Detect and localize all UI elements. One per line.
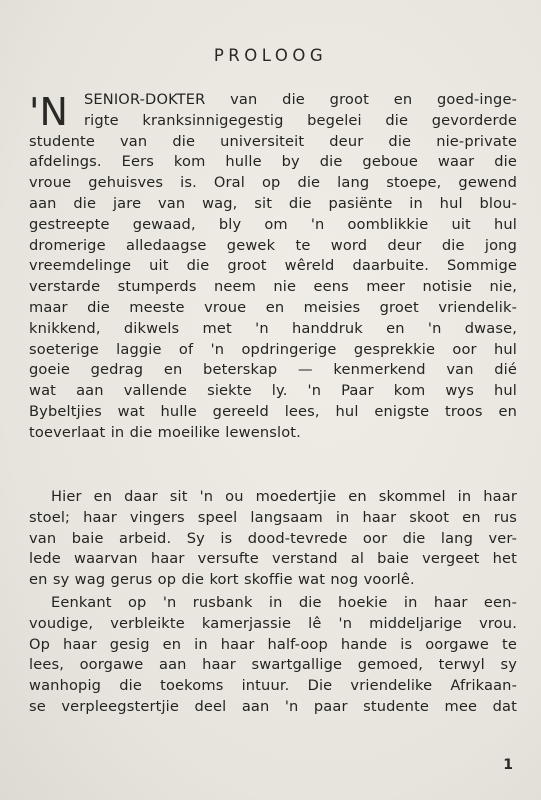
text-line: stoel; haar vingers speel langsaam in haar skoot en rus <box>29 508 517 526</box>
text-line: soeterige laggie of 'n opdringerige gesprekkie oor hul <box>29 340 517 358</box>
text-line: goeie gedrag en beterskap — kenmerkend van dié <box>29 361 517 379</box>
text-line: toeverlaat in die moeilike lewenslot. <box>29 423 301 441</box>
text-line: verstarde stumperds neem nie eens meer notisie nie, <box>29 278 517 296</box>
drop-cap: 'N <box>29 90 68 134</box>
text-line: dromerige alledaagse gewek te word deur die jong <box>29 236 517 254</box>
text-line: lede waarvan haar versufte verstand al baie vergeet het <box>29 550 517 568</box>
text-line: Op haar gesig en in haar half-oop hande is oorgawe te <box>29 635 517 653</box>
text-line: en sy wag gerus op die kort skoffie wat nog voorlê. <box>29 571 415 589</box>
paragraph-3 <box>29 593 517 718</box>
text-line: knikkend, dikwels met 'n handdruk en 'n dwase, <box>29 319 517 337</box>
text-line: wat aan vallende siekte ly. 'n Paar kom wys hul <box>29 382 517 400</box>
page-number: 1 <box>503 757 513 773</box>
text-line: Eenkant op 'n rusbank in die hoekie in haar een- <box>51 594 517 611</box>
opening-lines <box>84 90 517 132</box>
text-line: van baie arbeid. Sy is dood-tevrede oor die lang ver- <box>29 529 517 547</box>
text-line: se verpleegstertjie deel aan 'n paar studente mee dat <box>29 697 517 715</box>
paragraph-2 <box>29 487 517 591</box>
text-line: wanhopig die toekoms intuur. Die vriendelike Afrikaan- <box>29 677 517 695</box>
text-line: Bybeltjies wat hulle gereeld lees, hul enigste troos en <box>29 402 517 420</box>
text-line: vreemdelinge uit die groot wêreld daarbuite. Sommige <box>29 257 517 275</box>
text-line: lees, oorgawe aan haar swartgallige gemoed, terwyl sy <box>29 656 517 674</box>
text-line: gestreepte gewaad, bly om 'n oomblikkie uit hul <box>29 215 517 233</box>
text-line: vroue gehuisves is. Oral op die lang stoepe, gewend <box>29 174 517 192</box>
text-line: studente van die universiteit deur die nie-private <box>29 132 517 150</box>
text-line: Hier en daar sit 'n ou moedertjie en skommel in haar <box>51 488 517 505</box>
chapter-title: PROLOOG <box>213 46 328 65</box>
text-line: afdelings. Eers kom hulle by die geboue waar die <box>29 153 517 171</box>
text-line: SENIOR-DOKTER van die groot en goed-inge- <box>84 91 517 108</box>
text-line: rigte kranksinnigegestig begelei die gevorderde <box>84 111 517 129</box>
text-line: maar die meeste vroue en meisies groet vriendelik- <box>29 298 517 316</box>
paragraph-1 <box>29 132 517 444</box>
text-line: aan die jare van wag, sit die pasiënte in hul blou- <box>29 194 517 212</box>
text-line: voudige, verbleikte kamerjassie lê 'n middeljarige vrou. <box>29 614 517 632</box>
